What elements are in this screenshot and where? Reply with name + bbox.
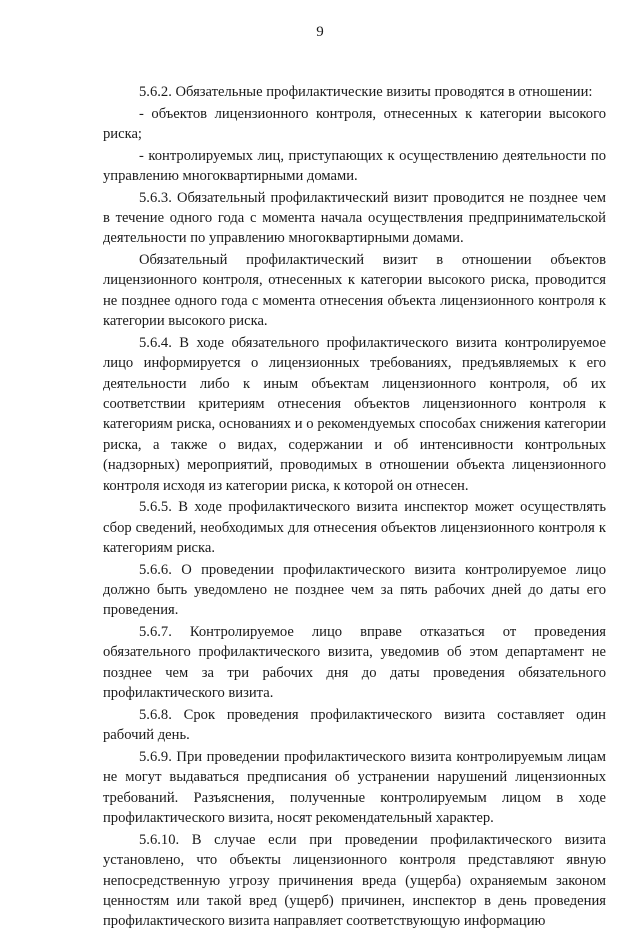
paragraph-5-6-8: 5.6.8. Срок проведения профилактического визита составляет один рабочий день.: [103, 706, 606, 744]
paragraph-5-6-5: 5.6.5. В ходе профилактического визита инспектор может осуществлять сбор сведений, необходимых для отнесения объектов лицензионного контроля к категориям риска.: [103, 499, 606, 557]
list-item-high-risk-objects: - объектов лицензионного контроля, отнесенных к категории высокого риска;: [103, 105, 606, 142]
paragraph-5-6-7: 5.6.7. Контролируемое лицо вправе отказаться от проведения обязательного профилактического визита, уведомив об этом департамент не позднее чем за три рабочих дня до даты проведения обязательного профилактического визита.: [103, 624, 606, 702]
paragraph-5-6-10: 5.6.10. В случае если при проведении профилактического визита установлено, что объекты лицензионного контроля представляют явную непосредственную угрозу причинения вреда (ущерба) охраняемым законом ценностям или такой вред (ущерб) причинен, инспектор в день проведения профилактического визита направляет соответствующую информацию: [103, 831, 606, 930]
paragraph-5-6-9: 5.6.9. При проведении профилактического визита контролируемым лицам не могут выдаваться предписания об устранении нарушений лицензионных требований. Разъяснения, полученные контролируемым лицом в ходе профилактического визита, носят рекомендательный характер.: [103, 748, 606, 827]
paragraph-5-6-4: 5.6.4. В ходе обязательного профилактического визита контролируемое лицо информируется о лицензионных требованиях, предъявляемых к его деятельности либо к иным объектам лицензионного контроля, об их соответствии критериям отнесения объектов лицензионного контроля к категориям риска, основаниях и о рекомендуемых способах снижения категории риска, а также о видах, содержании и об интенсивности контрольных (надзорных) мероприятий, проводимых в отношении объекта лицензионного контроля исходя из категории риска, к которой он отнесен.: [103, 334, 606, 494]
paragraph-5-6-3: 5.6.3. Обязательный профилактический визит проводится не позднее чем в течение одного года с момента начала осуществления предпринимательской деятельности по управлению многоквартирными домами.: [103, 189, 606, 247]
paragraph-5-6-2: 5.6.2. Обязательные профилактические визиты проводятся в отношении:: [139, 84, 593, 100]
document-body: [103, 82, 606, 933]
paragraph-high-risk-visit: Обязательный профилактический визит в отношении объектов лицензионного контроля, отнесенных к категории высокого риска, проводится не позднее одного года с момента отнесения объекта лицензионного контроля к категории высокого риска.: [103, 252, 606, 330]
page-number: 9: [316, 24, 324, 40]
list-item-new-managers: - контролируемых лиц, приступающих к осуществлению деятельности по управлению многоквартирными домами.: [103, 147, 606, 184]
paragraph-5-6-6: 5.6.6. О проведении профилактического визита контролируемое лицо должно быть уведомлено не позднее чем за пять рабочих дней до даты его проведения.: [103, 561, 606, 619]
